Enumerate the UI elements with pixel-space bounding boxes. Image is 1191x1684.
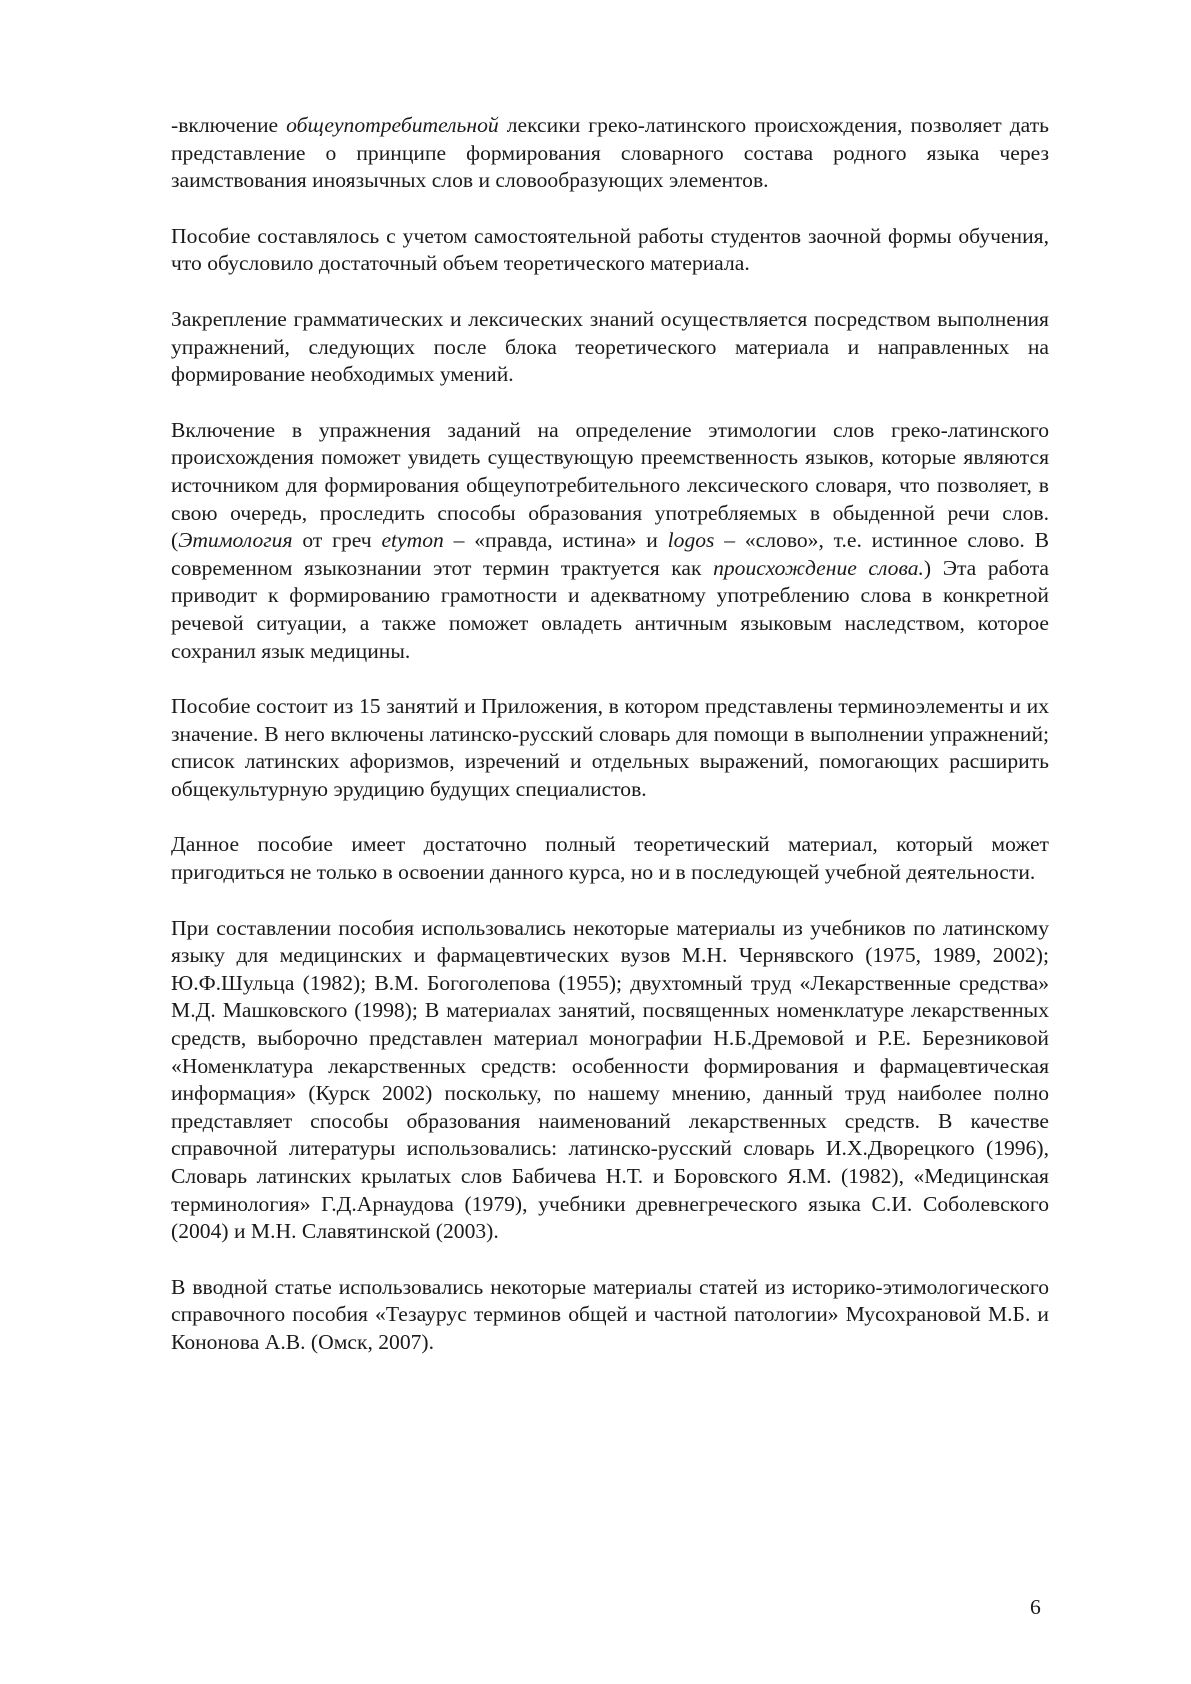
text-run: Данное пособие имеет достаточно полный теоретический материал, который может пригодиться не только в освоении данного курса, но и в последующей учебной деятельности. [171,832,1049,885]
paragraph [171,306,1049,389]
text-run: ) Эта работа приводит к формированию грамотности и адекватному употреблению слова в конкретной речевой ситуации, а также поможет овладеть античным языковым наследством, которое сохранил язык медицины. [171,555,1049,663]
text-run: При составлении пособия использовались некоторые материалы из учебников по латинскому языку для медицинских и фармацевтических вузов М.Н. Чернявского (1975, 1989, 2002); Ю.Ф.Шульца (1982); В.М. Богоголепова (1955); двухтомный труд «Лекарственные средства» М.Д. Машковского (1998); В материалах занятий, посвященных номенклатуре лекарственных средств, выборочно представлен материал монографии Н.Б.Дремовой и Р.Е. Березниковой «Номенклатура лекарственных средств: особенности формирования и фармацевтическая информация» (Курск 2002) поскольку, по нашему мнению, данный труд наиболее полно представляет способы образования наименований лекарственных средств. В качестве справочной литературы использовались: латинско-русский словарь И.Х.Дворецкого (1996), Словарь латинских крылатых слов Бабичева Н.Т. и Боровского Я.М. (1982), «Медицинская терминология» Г.Д.Арнаудова (1979), учебники древнегреческого языка С.И. Соболевского (2004) и М.Н. Славятинской (2003). [171,915,1049,1244]
page-number: 6 [1030,1595,1041,1619]
paragraph [171,112,1049,195]
paragraph [171,223,1049,278]
paragraph [171,831,1049,886]
paragraph [171,417,1049,665]
italic-term: происхождение слова. [713,555,924,580]
text-run: Пособие состоит из 15 занятий и Приложения, в котором представлены терминоэлементы и их значение. В него включены латинско-русский словарь для помощи в выполнении упражнений; список латинских афоризмов, изречений и отдельных выражений, помогающих расширить общекультурную эрудицию будущих специалистов. [171,694,1049,801]
text-run: Пособие составлялось с учетом самостоятельной работы студентов заочной формы обучения, что обусловило достаточный объем теоретического материала. [171,223,1049,276]
paragraph [171,693,1049,803]
italic-term: logos [667,528,715,553]
text-run: Включение в упражнения заданий на определение этимологии слов греко-латинского происхождения поможет увидеть существующую преемственность языков, которые являются источником для формирования общеупотребительного лексического словаря, что позволяет, в свою очередь, проследить способы образования употребляемых в обыденной речи слов. ( [171,417,1049,553]
text-run: от греч [292,528,382,553]
text-run: – «слово», т.е. истинное слово. В современном языкознании этот термин трактуется как [171,528,1049,580]
text-run: – «правда, истина» и [443,528,668,553]
italic-term: общеупотребительной [286,113,499,137]
italic-term: Этимология [178,528,293,553]
paragraph [171,915,1049,1246]
paragraph [171,1274,1049,1357]
text-run: -включение [171,113,287,137]
document-body [171,112,1049,1385]
italic-term: etymon [381,528,444,553]
text-run: лексики греко-латинского происхождения, позволяет дать представление о принципе формирования словарного состава родного языка через заимствования иноязычных слов и словообразующих элементов. [171,113,1049,193]
text-run: Закрепление грамматических и лексических знаний осуществляется посредством выполнения упражнений, следующих после блока теоретического материала и направленных на формирование необходимых умений. [171,306,1049,387]
text-run: В вводной статье использовались некоторые материалы статей из историко-этимологического справочного пособия «Тезаурус терминов общей и частной патологии» Мусохрановой М.Б. и Кононова А.В. (Омск, 2007). [171,1274,1049,1354]
